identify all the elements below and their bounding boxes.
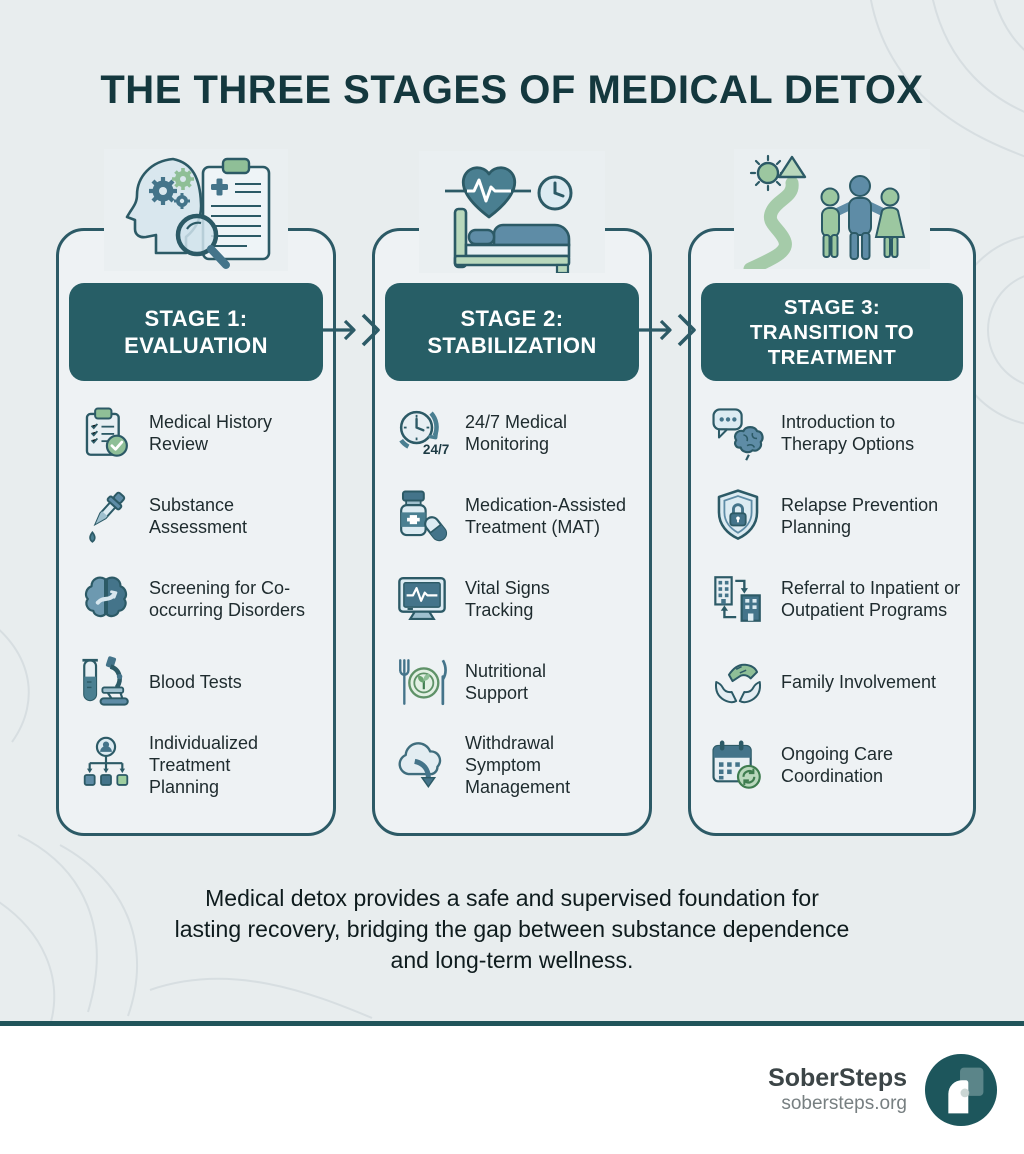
- list-item: [708, 642, 967, 722]
- stage-card-1: [56, 228, 336, 836]
- stage-3-header-line: TREATMENT: [767, 345, 897, 369]
- arrow-right-icon: [639, 308, 703, 352]
- list-item: [708, 725, 967, 805]
- item-label: Referral to Inpatient or Outpatient Programs: [781, 578, 961, 620]
- summary-text-line: Medical detox provides a safe and supervised foundation for: [205, 885, 819, 911]
- brand-website: sobersteps.org: [781, 1093, 907, 1114]
- list-item: [392, 393, 643, 473]
- list-item: [76, 559, 327, 639]
- item-label: Relapse Prevention Planning: [781, 495, 939, 537]
- item-label: Blood Tests: [149, 672, 242, 692]
- page-title: THE THREE STAGES OF MEDICAL DETOX: [100, 68, 924, 112]
- item-label: Medical History Review: [149, 412, 273, 454]
- list-item: [76, 725, 327, 805]
- stage-1-header-line: EVALUATION: [124, 333, 268, 358]
- dropper-icon: [76, 485, 136, 547]
- summary-text-line: lasting recovery, bridging the gap between substance dependence: [174, 916, 850, 942]
- cloud-down-arrow-icon: [392, 734, 452, 796]
- list-item: [76, 476, 327, 556]
- brand-footer: [0, 1026, 1024, 1154]
- brand-name: SoberSteps: [768, 1064, 907, 1092]
- list-item: [76, 642, 327, 722]
- head-gears-clipboard-magnifier-icon: [104, 149, 288, 271]
- list-item: [708, 393, 967, 473]
- chat-bubble-brain-icon: [708, 402, 768, 464]
- heart-ekg-clock-bed-icon: [419, 151, 605, 273]
- stage-2-header-line: STABILIZATION: [427, 333, 597, 358]
- list-item: [392, 725, 643, 805]
- test-tube-microscope-icon: [76, 651, 136, 713]
- stage-card-2: [372, 228, 652, 836]
- item-label: Medication-Assisted Treatment (MAT): [465, 495, 627, 537]
- item-label: Family Involvement: [781, 672, 937, 692]
- calendar-sync-icon: [708, 734, 768, 796]
- stage-card-3: [688, 228, 976, 836]
- item-label: 24/7 Medical Monitoring: [465, 412, 568, 454]
- stage-3-header: [701, 283, 963, 381]
- brain-icon: [76, 568, 136, 630]
- nutrition-plate-icon: [392, 651, 452, 713]
- hands-family-icon: [708, 651, 768, 713]
- clipboard-checklist-icon: [76, 402, 136, 464]
- shield-lock-icon: [708, 485, 768, 547]
- buildings-referral-icon: [708, 568, 768, 630]
- item-label: Introduction to Therapy Options: [781, 412, 915, 454]
- item-label: Substance Assessment: [149, 495, 248, 537]
- stage-1-header-line: STAGE 1:: [144, 306, 248, 331]
- clock-24-7-icon: [392, 402, 452, 464]
- list-item: [708, 559, 967, 639]
- item-label: Withdrawal Symptom Management: [465, 733, 571, 797]
- svg-text:24/7: 24/7: [422, 441, 450, 457]
- list-item: [392, 642, 643, 722]
- stage-3-header-line: TRANSITION TO: [749, 320, 915, 344]
- item-label: Individualized Treatment Planning: [149, 733, 259, 797]
- list-item: [392, 559, 643, 639]
- list-item: [76, 393, 327, 473]
- arrow-right-icon: [323, 308, 387, 352]
- stage-2-header: [385, 283, 639, 381]
- summary-text-line: and long-term wellness.: [390, 947, 634, 973]
- item-label: Ongoing Care Coordination: [781, 744, 894, 786]
- stage-3-header-line: STAGE 3:: [783, 295, 881, 319]
- stage-2-header-line: STAGE 2:: [460, 306, 564, 331]
- list-item: [392, 476, 643, 556]
- summary-text: [0, 883, 1024, 976]
- item-label: Screening for Co-occurring Disorders: [149, 578, 306, 620]
- stage-1-header: [69, 283, 323, 381]
- brand-logo-icon: [924, 1053, 998, 1127]
- item-label: Nutritional Support: [465, 661, 547, 703]
- vitals-monitor-icon: [392, 568, 452, 630]
- org-chart-person-icon: [76, 734, 136, 796]
- medicine-bottle-capsule-icon: [392, 485, 452, 547]
- item-label: Vital Signs Tracking: [465, 578, 550, 620]
- list-item: [708, 476, 967, 556]
- sun-winding-path-people-icon: [734, 149, 930, 269]
